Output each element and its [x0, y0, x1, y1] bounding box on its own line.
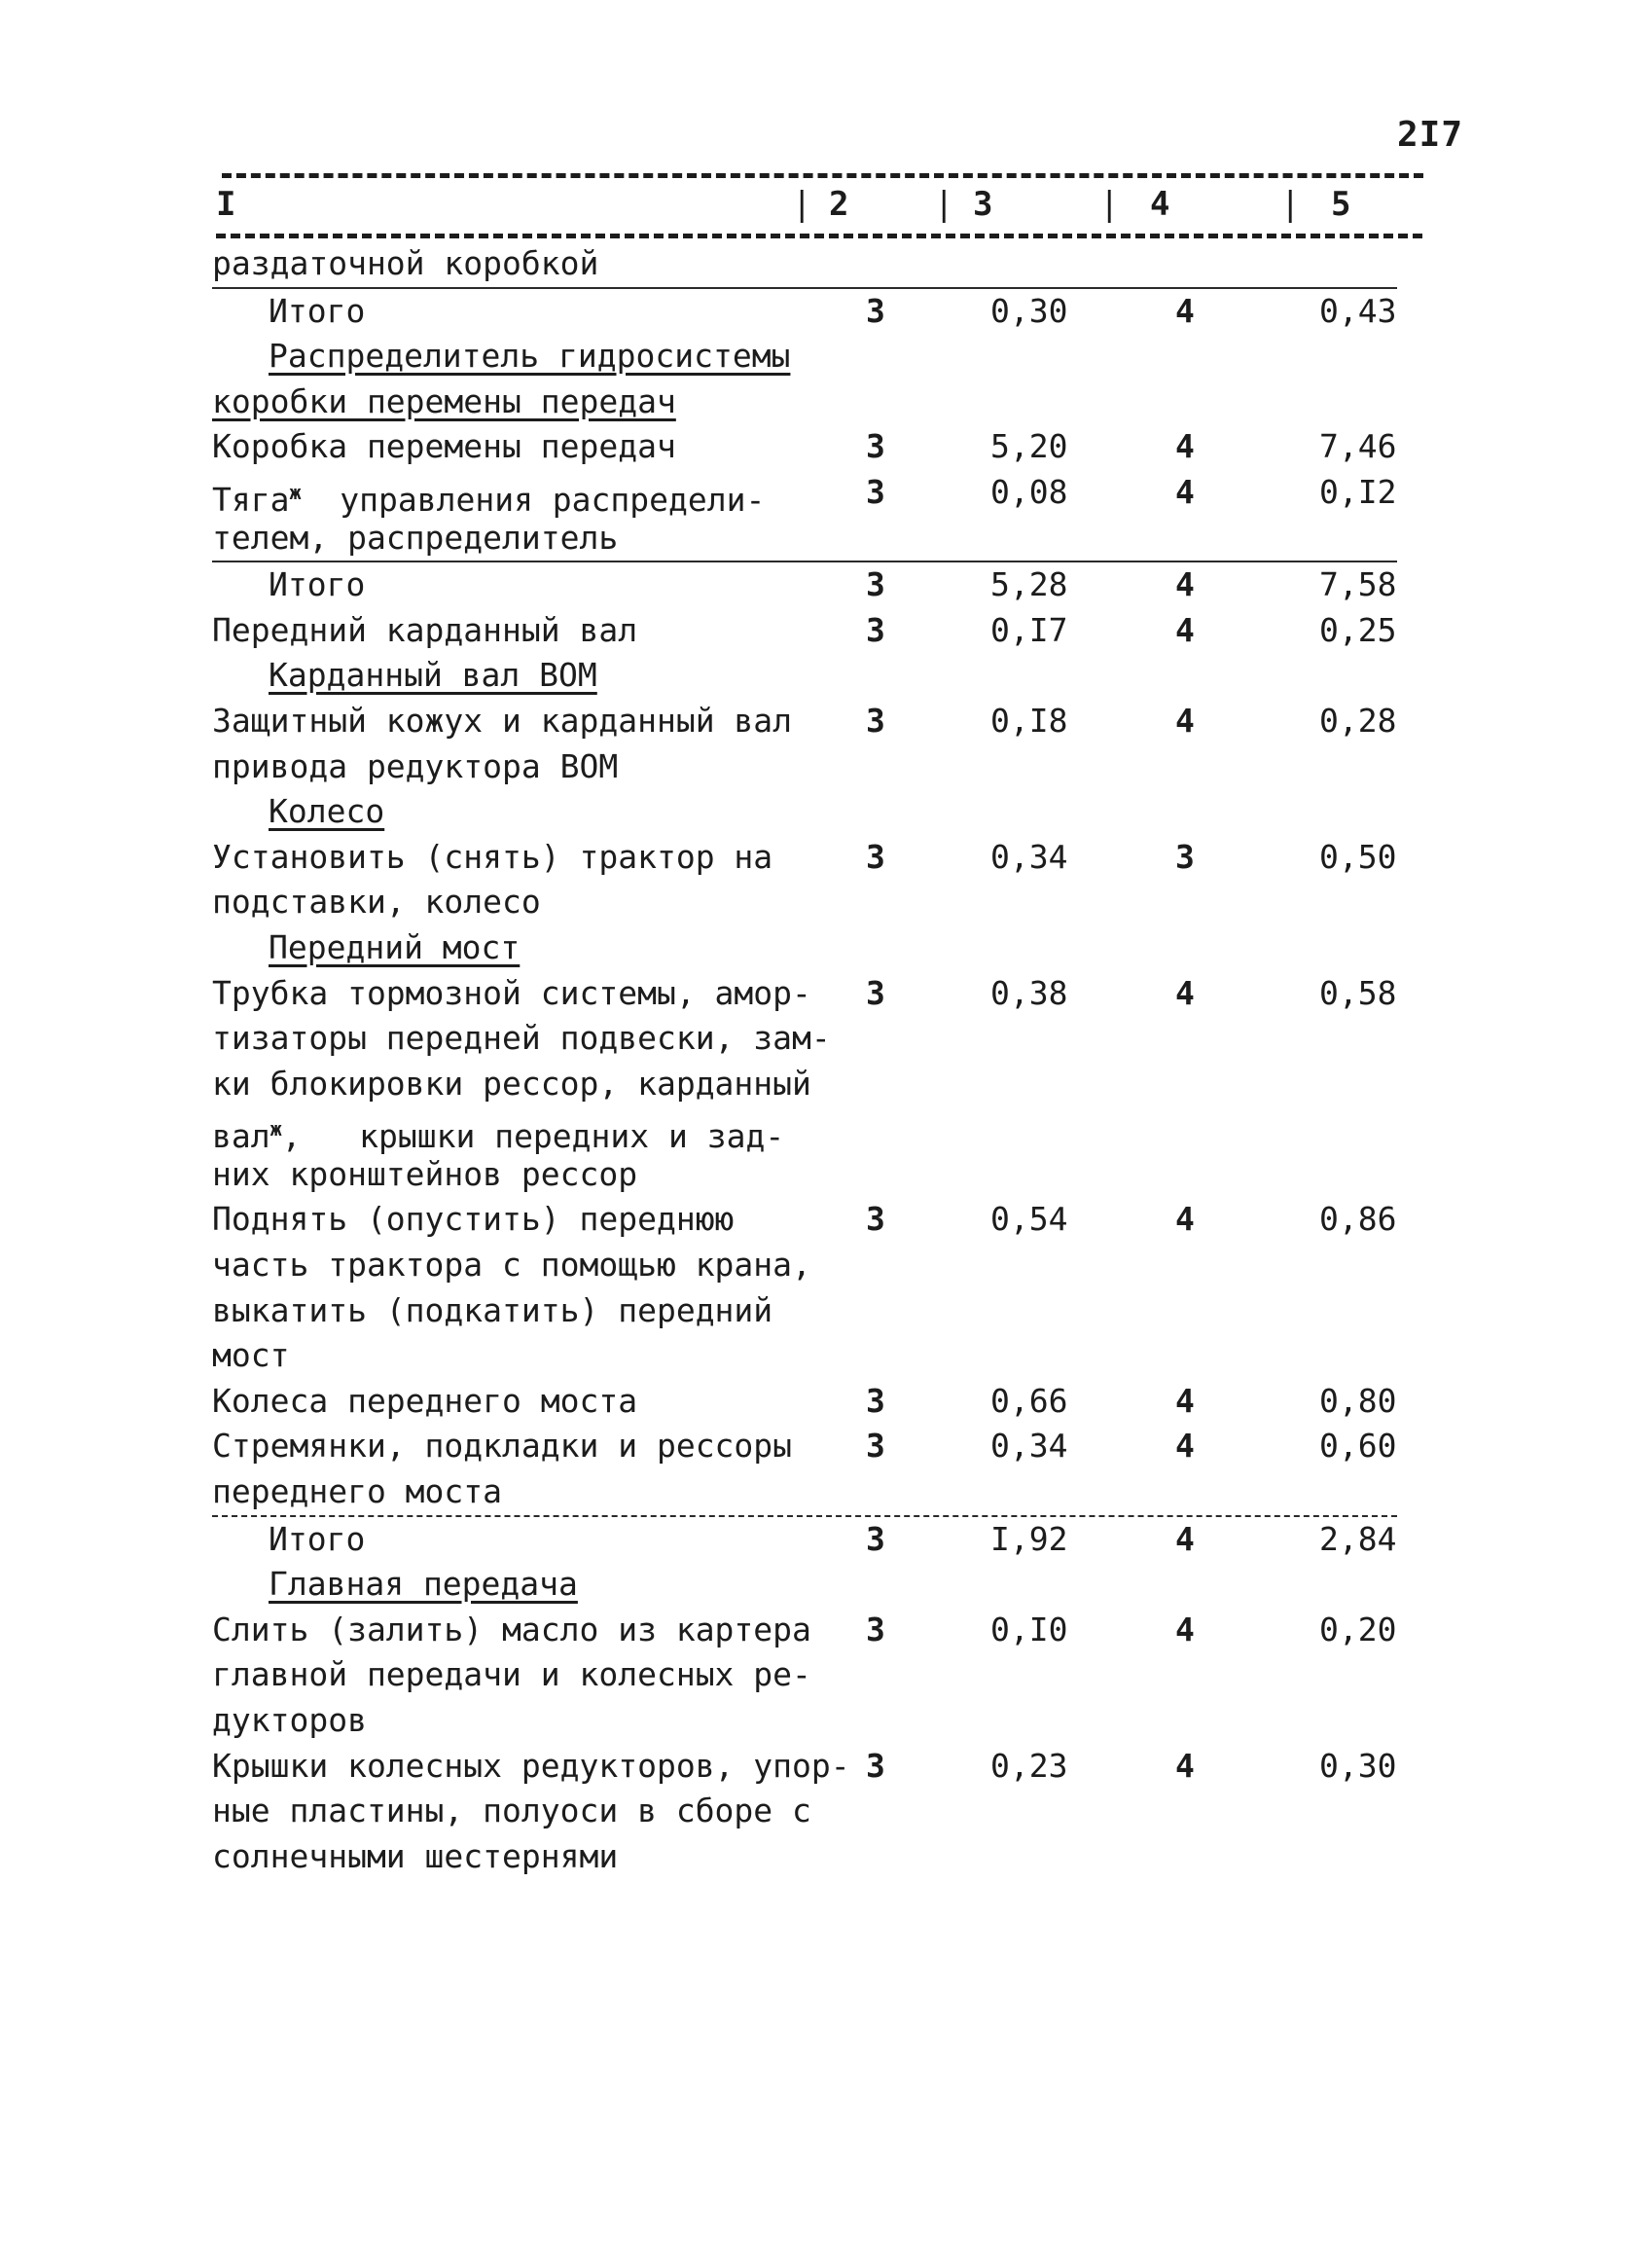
table-row — [0, 470, 1652, 519]
time-value-cell: 0,I8 — [990, 701, 1068, 740]
worker-category-cell: 3 — [866, 837, 885, 876]
worker-category-cell: 4 — [1175, 610, 1195, 649]
time-value-cell: 7,58 — [1319, 565, 1397, 604]
row-description-text: управления распредели- — [301, 480, 766, 519]
time-value-cell: 2,84 — [1319, 1519, 1397, 1558]
time-value-cell: 0,25 — [1319, 610, 1397, 649]
row-description-text: переднего моста — [212, 1472, 503, 1511]
worker-category-cell: 4 — [1175, 973, 1195, 1012]
time-value-cell: 0,60 — [1319, 1427, 1397, 1466]
row-description-text: Трубка тормозной системы, амор- — [212, 973, 811, 1012]
section-heading-row — [0, 925, 1652, 971]
time-value-cell: 5,28 — [990, 565, 1068, 604]
time-value-cell: 0,66 — [990, 1381, 1068, 1420]
row-description-text: Поднять (опустить) переднюю — [212, 1200, 735, 1239]
table-row — [0, 1106, 1652, 1156]
table-row — [0, 1197, 1652, 1243]
time-value-cell: 0,08 — [990, 472, 1068, 511]
row-description-text: телем, распределитель — [212, 518, 619, 557]
table-row — [0, 835, 1652, 881]
time-value-cell: 0,23 — [990, 1746, 1068, 1785]
table-row — [0, 1152, 1652, 1198]
row-description-text: Колеса переднего моста — [212, 1381, 638, 1420]
row-description — [212, 1744, 850, 1790]
row-description — [212, 1424, 792, 1469]
worker-category-cell: 3 — [866, 1610, 885, 1648]
table-row — [0, 1288, 1652, 1334]
row-description-text: привода редуктора ВОМ — [212, 746, 619, 785]
table-row — [0, 1424, 1652, 1469]
header-separator: | — [1280, 185, 1301, 224]
section-heading-row — [0, 653, 1652, 699]
row-description-text: Колесо — [269, 792, 385, 831]
row-description-text: раздаточной коробкой — [212, 244, 599, 282]
table-row — [0, 608, 1652, 654]
table-row — [212, 1469, 1397, 1517]
worker-category-cell: 3 — [866, 565, 885, 604]
table-row — [0, 1652, 1652, 1698]
row-description-text: Главная передача — [269, 1565, 578, 1604]
column-header-row — [216, 185, 1422, 238]
time-value-cell: 0,38 — [990, 973, 1068, 1012]
row-description-text: Защитный кожух и карданный вал — [212, 701, 793, 740]
header-col-2: 2 — [829, 185, 849, 224]
row-description-text: Слить (залить) масло из картера — [212, 1610, 811, 1648]
row-description-text: тизаторы передней подвески, зам- — [212, 1019, 831, 1058]
header-separator: | — [1099, 185, 1120, 224]
header-col-5: 5 — [1331, 185, 1351, 224]
time-value-cell: 0,I0 — [990, 1610, 1068, 1648]
worker-category-cell: 4 — [1175, 1200, 1195, 1239]
row-description — [212, 1834, 618, 1880]
header-separator: | — [792, 185, 812, 224]
row-description-text: Крышки колесных редукторов, упор- — [212, 1746, 850, 1785]
table-row — [0, 1333, 1652, 1379]
section-heading-row — [0, 334, 1652, 380]
worker-category-cell: 3 — [866, 1746, 885, 1785]
row-description — [212, 241, 598, 287]
row-description-text: ные пластины, полуоси в сборе с — [212, 1792, 811, 1830]
time-value-cell: 0,I7 — [990, 610, 1068, 649]
row-description-text: часть трактора с помощью крана, — [212, 1246, 811, 1285]
worker-category-cell: 4 — [1175, 1427, 1195, 1466]
time-value-cell: I,92 — [990, 1519, 1068, 1558]
worker-category-cell: 3 — [866, 1381, 885, 1420]
worker-category-cell: 4 — [1175, 701, 1195, 740]
table-row — [0, 744, 1652, 790]
time-value-cell: 0,30 — [990, 291, 1068, 330]
table-row — [0, 1834, 1652, 1880]
worker-category-cell: 4 — [1175, 1381, 1195, 1420]
row-description — [212, 1062, 811, 1107]
row-description-text: Передний карданный вал — [212, 610, 638, 649]
worker-category-cell: 3 — [866, 1427, 885, 1466]
worker-category-cell: 4 — [1175, 1746, 1195, 1785]
worker-category-cell: 4 — [1175, 291, 1195, 330]
footnote-mark: ж — [289, 480, 302, 504]
table-row — [212, 516, 1397, 563]
row-description — [212, 1016, 831, 1062]
row-description — [269, 562, 365, 608]
row-description-text: Стремянки, подкладки и рессоры — [212, 1427, 793, 1466]
row-description — [212, 699, 792, 744]
table-row — [0, 1744, 1652, 1790]
row-description-text: подставки, колесо — [212, 883, 541, 922]
row-description-text: них кронштейнов рессор — [212, 1154, 638, 1193]
worker-category-cell: 3 — [866, 973, 885, 1012]
row-description — [269, 334, 790, 380]
row-description — [269, 289, 365, 335]
worker-category-cell: 3 — [1175, 837, 1195, 876]
row-description — [269, 789, 384, 835]
time-value-cell: 0,34 — [990, 837, 1068, 876]
row-description — [212, 1379, 637, 1425]
row-description — [269, 653, 597, 699]
header-col-1: I — [216, 185, 236, 224]
time-value-cell: 7,46 — [1319, 427, 1397, 466]
row-description-text: солнечными шестернями — [212, 1836, 619, 1875]
row-description-text: Итого — [269, 1519, 366, 1558]
row-description-text: Карданный вал ВОМ — [269, 656, 597, 695]
table-row — [212, 241, 1397, 289]
row-description — [269, 1562, 578, 1608]
header-col-4: 4 — [1150, 185, 1170, 224]
row-description — [212, 1789, 811, 1834]
time-value-cell: 0,50 — [1319, 837, 1397, 876]
row-description-text: вал — [212, 1117, 270, 1156]
row-description — [212, 835, 772, 881]
time-value-cell: 0,43 — [1319, 291, 1397, 330]
worker-category-cell: 3 — [866, 610, 885, 649]
table-row — [0, 880, 1652, 925]
row-description-text: Коробка перемены передач — [212, 427, 676, 466]
row-description-text: Установить (снять) трактор на — [212, 837, 773, 876]
row-description — [212, 1288, 772, 1334]
section-heading-row — [0, 1562, 1652, 1608]
row-description — [212, 880, 541, 925]
row-description — [212, 1608, 811, 1653]
worker-category-cell: 4 — [1175, 1519, 1195, 1558]
table-row — [0, 1379, 1652, 1425]
row-description — [212, 424, 676, 470]
time-value-cell: 0,28 — [1319, 701, 1397, 740]
time-value-cell: 0,I2 — [1319, 472, 1397, 511]
time-value-cell: 0,80 — [1319, 1381, 1397, 1420]
time-value-cell: 5,20 — [990, 427, 1068, 466]
top-dashed-rule — [222, 173, 1423, 178]
total-row — [0, 562, 1652, 608]
worker-category-cell: 4 — [1175, 427, 1195, 466]
row-description-text: главной передачи и колесных ре- — [212, 1655, 811, 1694]
page-number: 2I7 — [1397, 115, 1464, 155]
row-description-text: Итого — [269, 291, 366, 330]
time-value-cell: 0,86 — [1319, 1200, 1397, 1239]
row-description — [269, 925, 520, 971]
table-row — [0, 1016, 1652, 1062]
row-description — [212, 1652, 811, 1698]
time-value-cell: 0,54 — [990, 1200, 1068, 1239]
table-row — [0, 1608, 1652, 1653]
worker-category-cell: 3 — [866, 701, 885, 740]
table-row — [0, 424, 1652, 470]
total-row — [0, 1517, 1652, 1563]
table-row — [0, 1062, 1652, 1107]
row-description — [212, 971, 811, 1017]
table-row — [0, 699, 1652, 744]
row-description-text: , крышки передних и зад- — [281, 1117, 785, 1156]
worker-category-cell: 3 — [866, 472, 885, 511]
row-description — [212, 1152, 637, 1198]
row-description-text: выкатить (подкатить) передний — [212, 1290, 773, 1329]
row-description — [212, 1243, 811, 1288]
table-row — [0, 1789, 1652, 1834]
worker-category-cell: 3 — [866, 1519, 885, 1558]
row-description-text: дукторов — [212, 1701, 367, 1739]
row-description — [212, 1469, 502, 1515]
row-description-text: Передний мост — [269, 927, 521, 966]
header-separator: | — [934, 185, 954, 224]
table-body — [0, 241, 1652, 1879]
table-row — [0, 1698, 1652, 1744]
worker-category-cell: 3 — [866, 291, 885, 330]
table-row — [0, 1243, 1652, 1288]
row-description-text: ки блокировки рессор, карданный — [212, 1064, 811, 1103]
section-heading-row — [0, 380, 1652, 425]
row-description-text: Итого — [269, 565, 366, 604]
row-description — [212, 380, 676, 425]
row-description — [212, 1197, 734, 1243]
row-description — [212, 1698, 367, 1744]
row-description-text: мост — [212, 1336, 290, 1375]
worker-category-cell: 3 — [866, 1200, 885, 1239]
section-heading-row — [0, 789, 1652, 835]
header-col-3: 3 — [973, 185, 993, 224]
row-description — [212, 608, 637, 654]
time-value-cell: 0,30 — [1319, 1746, 1397, 1785]
time-value-cell: 0,58 — [1319, 973, 1397, 1012]
row-description-text: коробки перемены передач — [212, 381, 676, 420]
row-description-text: Тяга — [212, 480, 290, 519]
row-description — [212, 1333, 289, 1379]
worker-category-cell: 4 — [1175, 1610, 1195, 1648]
total-row — [0, 289, 1652, 335]
table-row — [0, 971, 1652, 1017]
row-description — [212, 516, 618, 561]
row-description — [269, 1517, 365, 1563]
worker-category-cell: 4 — [1175, 565, 1195, 604]
footnote-mark: ж — [269, 1117, 282, 1141]
worker-category-cell: 4 — [1175, 472, 1195, 511]
worker-category-cell: 3 — [866, 427, 885, 466]
row-description-text: Распределитель гидросистемы — [269, 337, 791, 376]
time-value-cell: 0,20 — [1319, 1610, 1397, 1648]
row-description — [212, 744, 618, 790]
time-value-cell: 0,34 — [990, 1427, 1068, 1466]
